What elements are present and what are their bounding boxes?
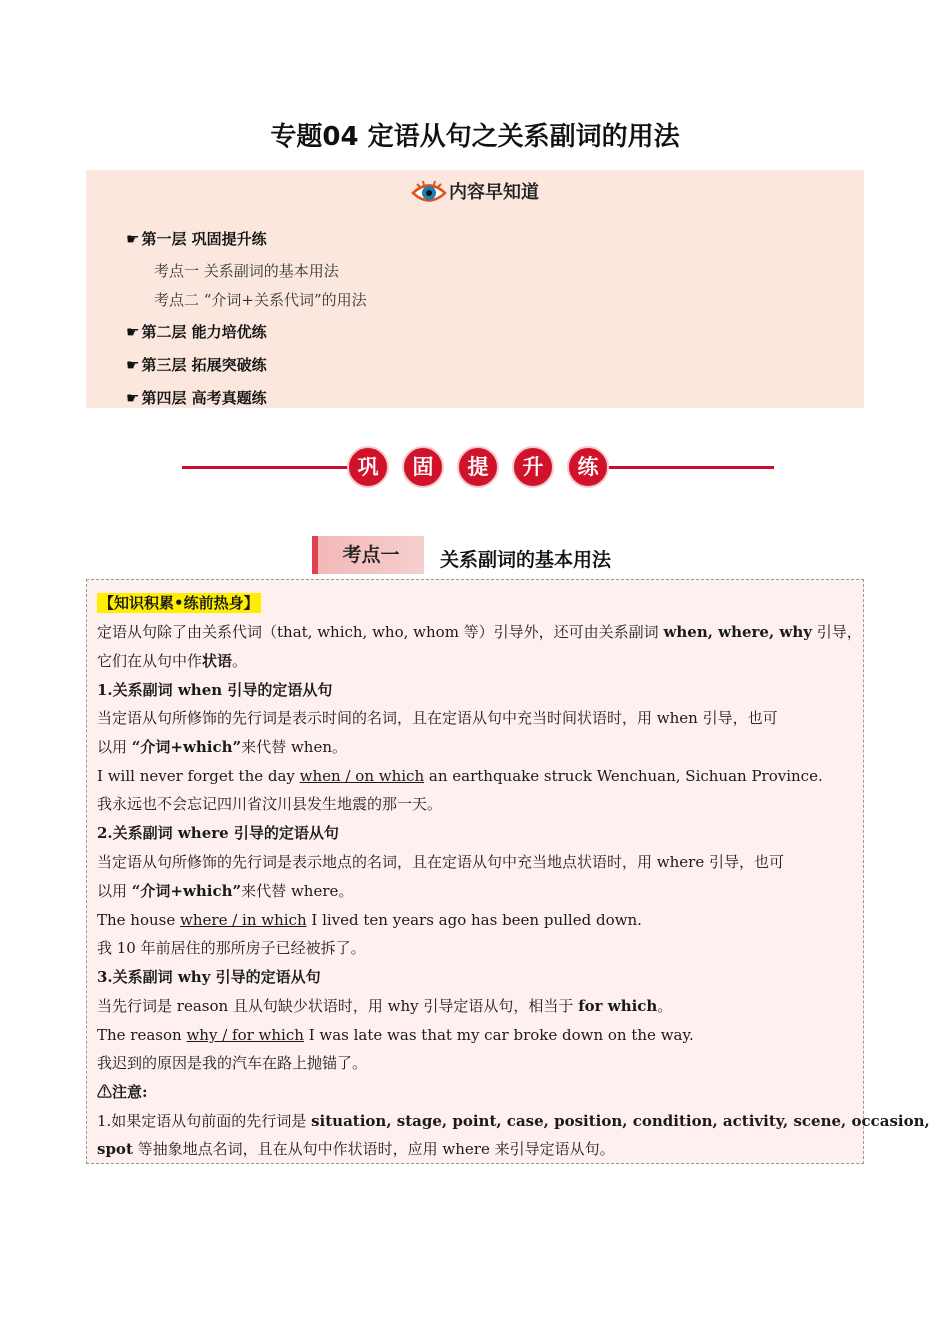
note-line-1: 1.如果定语从句前面的先行词是 situation, stage, point, case, position, condition, activity, scene, occasion, (97, 1112, 930, 1130)
page-title: 专题04 定语从句之关系副词的用法 (270, 122, 680, 152)
banner-char-5: 练 (567, 446, 609, 488)
when-rule-line-1: 当定语从句所修饰的先行词是表示时间的名词，且在定语从句中充当时间状语时，用 when 引导，也可 (97, 709, 778, 727)
toc-level-2 (126, 321, 267, 342)
knowledge-header-label: 【知识积累•练前热身】 (99, 594, 259, 612)
intro-line-2: 它们在从句中作状语。 (97, 652, 248, 670)
when-example: I will never forget the day when / on which an earthquake struck Wenchuan, Sichuan Province. (97, 767, 823, 785)
knowledge-header (97, 593, 261, 613)
toc-level-1-label: 第一层 巩固提升练 (141, 230, 267, 248)
when-example-translation: 我永远也不会忘记四川省汶川县发生地震的那一天。 (97, 795, 443, 813)
toc-panel (86, 170, 864, 408)
section-banner (182, 446, 774, 490)
why-rule: 当先行词是 reason 且从句缺少状语时，用 why 引导定语从句，相当于 for which。 (97, 997, 673, 1015)
where-example-translation: 我 10 年前居住的那所房子已经被拆了。 (97, 939, 366, 957)
pointing-hand-icon: ☛ (126, 356, 140, 374)
section-tag: 考点一 (312, 536, 424, 574)
toc-level-3-label: 第三层 拓展突破练 (141, 356, 267, 374)
pointing-hand-icon: ☛ (126, 389, 140, 407)
where-rule-line-2: 以用 “介词+which”来代替 where。 (97, 882, 354, 900)
note-label: ⚠注意: (97, 1083, 148, 1101)
toc-heading-text: 内容早知道 (449, 182, 539, 203)
pointing-hand-icon: ☛ (126, 230, 140, 248)
toc-level-1 (126, 228, 267, 249)
where-rule-line-1: 当定语从句所修饰的先行词是表示地点的名词，且在定语从句中充当地点状语时，用 where 引导，也可 (97, 853, 784, 871)
heading-why: 3.关系副词 why 引导的定语从句 (97, 968, 321, 986)
banner-char-3: 提 (457, 446, 499, 488)
where-example: The house where / in which I lived ten years ago has been pulled down. (97, 911, 642, 929)
eye-icon (411, 180, 447, 206)
pointing-hand-icon: ☛ (126, 323, 140, 341)
banner-char-4: 升 (512, 446, 554, 488)
toc-point-1: 考点一 关系副词的基本用法 (154, 262, 339, 280)
banner-char-1: 巩 (347, 446, 389, 488)
toc-heading (86, 178, 864, 206)
why-example-translation: 我迟到的原因是我的汽车在路上抛锚了。 (97, 1054, 368, 1072)
heading-where: 2.关系副词 where 引导的定语从句 (97, 824, 339, 842)
banner-char-2: 固 (402, 446, 444, 488)
note-line-2: spot 等抽象地点名词，且在从句中作状语时，应用 where 来引导定语从句。 (97, 1140, 615, 1158)
section-title: 关系副词的基本用法 (440, 549, 612, 571)
toc-level-4 (126, 387, 267, 408)
toc-level-4-label: 第四层 高考真题练 (141, 389, 267, 407)
toc-level-3 (126, 354, 267, 375)
banner-line-left (182, 466, 350, 469)
intro-line-1: 定语从句除了由关系代词（that, which, who, whom 等）引导外，还可由关系副词 when, where, why 引导， (97, 623, 862, 641)
toc-level-2-label: 第二层 能力培优练 (141, 323, 267, 341)
heading-when: 1.关系副词 when 引导的定语从句 (97, 681, 333, 699)
when-rule-line-2: 以用 “介词+which”来代替 when。 (97, 738, 347, 756)
why-example: The reason why / for which I was late was that my car broke down on the way. (97, 1026, 694, 1044)
toc-point-2: 考点二 “介词+关系代词”的用法 (154, 291, 367, 309)
banner-line-right (606, 466, 774, 469)
